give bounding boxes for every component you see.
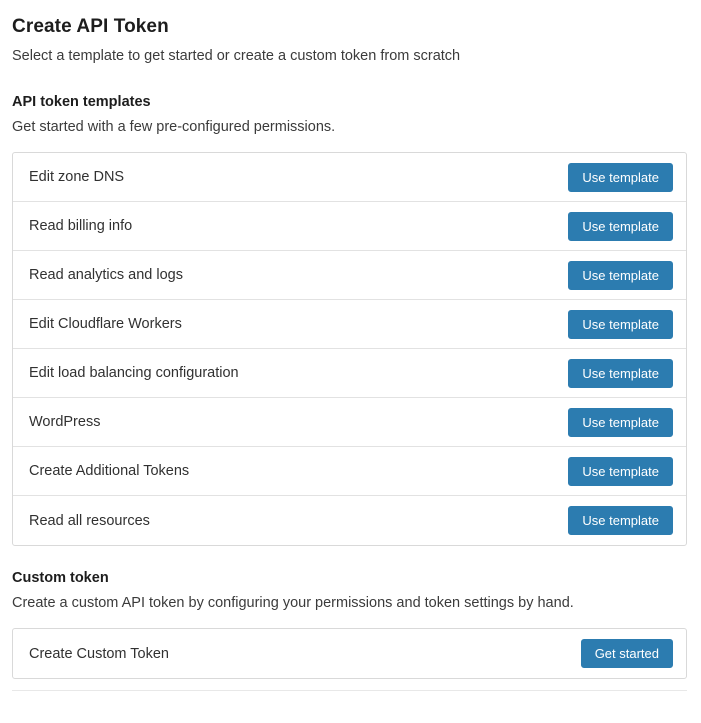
template-name: Edit load balancing configuration [29,365,239,381]
custom-section-title: Custom token [12,570,109,586]
custom-token-label: Create Custom Token [29,645,169,662]
use-template-button[interactable]: Use template [568,212,673,241]
use-template-button[interactable]: Use template [568,261,673,290]
use-template-button[interactable]: Use template [568,359,673,388]
use-template-button[interactable]: Use template [568,163,673,192]
table-row [13,398,686,447]
page-title: Create API Token [12,16,169,37]
templates-section-description: Get started with a few pre-configured permissions. [12,119,336,135]
page-subtitle: Select a template to get started or create a custom token from scratch [12,48,461,64]
table-row [13,447,686,496]
use-template-button[interactable]: Use template [568,506,673,535]
custom-section-description: Create a custom API token by configuring your permissions and token settings by hand. [12,595,574,611]
table-row [13,349,686,398]
get-started-button[interactable]: Get started [581,639,673,668]
templates-section-title: API token templates [12,94,151,110]
use-template-button[interactable]: Use template [568,310,673,339]
template-name: Edit Cloudflare Workers [29,316,182,332]
template-list [12,152,687,546]
table-row [13,629,686,678]
template-name: Create Additional Tokens [29,463,190,479]
custom-token-card [12,628,687,679]
template-name: Read analytics and logs [29,267,183,283]
table-row [13,251,686,300]
use-template-button[interactable]: Use template [568,457,673,486]
table-row [13,202,686,251]
use-template-button[interactable]: Use template [568,408,673,437]
template-name: WordPress [29,414,101,430]
page-divider [12,690,687,703]
template-name: Read billing info [29,218,133,234]
template-name: Edit zone DNS [29,169,125,185]
template-name: Read all resources [29,512,150,529]
table-row [13,153,686,202]
table-row [13,496,686,545]
table-row [13,300,686,349]
custom-token-section [12,570,687,679]
